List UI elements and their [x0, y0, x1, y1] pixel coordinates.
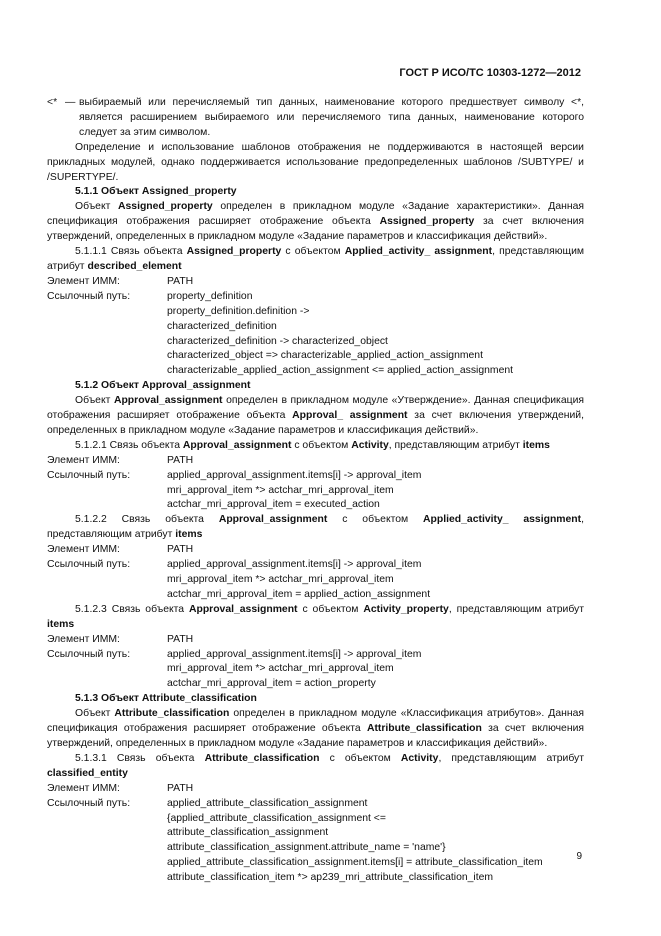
definition-text: выбираемый или перечисляемый тип данных, наименование которого предшествует символу <*, является расширением выбираемого или перечисляемого типа данных, наименование которого следует за этим символом.: [79, 97, 584, 138]
reference-line: {applied_attribute_classification_assignment <=: [167, 812, 386, 824]
reference-line: applied_attribute_classification_assignment.items[i] = attribute_classification_item: [167, 857, 543, 869]
reference-line: attribute_classification_assignment.attribute_name = 'name'}: [167, 842, 446, 854]
section-paragraph: Объект Assigned_property определен в прикладном модуле «Задание характеристики». Данная спецификация отображения расширяет отображение объекта Assigned_property за счет включения утверждений, определенных в прикладном модуле «Задание параметров и классификация действий».: [47, 201, 584, 243]
section-title: 5.1.1 Объект Assigned_property: [75, 186, 237, 198]
mapping-element-row: Элемент ИММ: PATH: [47, 544, 194, 556]
subsection-heading: 5.1.2.2 Связь объекта Approval_assignment с объектом Applied_activity_ assignment, представляющим атрибут items: [47, 514, 585, 541]
subsection-heading: 5.1.2.3 Связь объекта Approval_assignment с объектом Activity_property, представляющим атрибут items: [47, 603, 585, 630]
reference-line: characterized_definition: [167, 320, 277, 332]
mapping-reference-row: Ссылочный путь: property_definition: [47, 290, 253, 302]
section-title: 5.1.3 Объект Attribute_classification: [75, 693, 257, 705]
section-paragraph: Объект Attribute_classification определен в прикладном модуле «Классификация атрибутов». Данная спецификация отображения расширяет отображение объекта Attribute_classification за счет включения утверждений, определенных в прикладном модуле «Задание параметров и классификация действий».: [47, 708, 584, 749]
mapping-element-row: Элемент ИММ: PATH: [47, 275, 194, 287]
note-paragraph: Определение и использование шаблонов отображения не поддерживаются в настоящей версии прикладных модулей, однако поддерживается использование предопределенных шаблонов /SUBTYPE/ и /SUPERTYPE/.: [47, 141, 584, 183]
section-paragraph: Объект Approval_assignment определен в прикладном модуле «Утверждение». Данная спецификация отображения расширяет отображение объекта Approval_ assignment за счет включения утверждений, определенных в прикладном модуле «Задание параметров и классификация действий».: [47, 395, 584, 436]
page-number: 9: [576, 851, 582, 862]
mapping-element-row: Элемент ИММ: PATH: [47, 782, 194, 794]
reference-line: mri_approval_item *> actchar_mri_approval_item: [167, 574, 394, 585]
definition-dash: —: [65, 97, 76, 108]
mapping-element-row: Элемент ИММ: PATH: [47, 633, 194, 645]
page-content: [47, 96, 584, 886]
reference-line: actchar_mri_approval_item = applied_action_assignment: [167, 588, 431, 600]
reference-line: actchar_mri_approval_item = action_property: [167, 678, 376, 690]
reference-line: characterized_definition -> characterized_object: [167, 335, 388, 347]
standard-header: ГОСТ Р ИСО/ТС 10303-1272—2012: [399, 67, 581, 79]
mapping-reference-row: Ссылочный путь: applied_approval_assignment.items[i] -> approval_item: [47, 648, 422, 660]
reference-line: mri_approval_item *> actchar_mri_approval_item: [167, 484, 394, 496]
mapping-element-row: Элемент ИММ: PATH: [47, 454, 194, 466]
subsection-heading: 5.1.3.1 Связь объекта Attribute_classification с объектом Activity, представляющим атрибут classified_entity: [47, 752, 585, 779]
reference-line: characterized_object => characterizable_applied_action_assignment: [167, 350, 483, 362]
reference-line: attribute_classification_item *> ap239_mri_attribute_classification_item: [167, 872, 494, 884]
definition-item: [47, 96, 584, 141]
reference-line: characterizable_applied_action_assignment <= applied_action_assignment: [167, 365, 514, 377]
subsection-heading: 5.1.2.1 Связь объекта Approval_assignment с объектом Activity, представляющим атрибут items: [75, 439, 550, 451]
mapping-reference-row: Ссылочный путь: applied_approval_assignment.items[i] -> approval_item: [47, 469, 422, 481]
section-title: 5.1.2 Объект Approval_assignment: [75, 380, 251, 392]
definition-symbol: <*: [47, 97, 58, 108]
reference-line: mri_approval_item *> actchar_mri_approval_item: [167, 663, 394, 675]
subsection-heading: 5.1.1.1 Связь объекта Assigned_property с объектом Applied_activity_ assignment, представляющим атрибут described_element: [47, 246, 585, 272]
reference-line: attribute_classification_assignment: [167, 827, 329, 839]
mapping-reference-row: Ссылочный путь: applied_attribute_classification_assignment: [47, 797, 368, 809]
reference-line: property_definition.definition ->: [167, 305, 310, 317]
reference-line: actchar_mri_approval_item = executed_action: [167, 499, 380, 511]
mapping-reference-row: Ссылочный путь: applied_approval_assignment.items[i] -> approval_item: [47, 559, 422, 571]
